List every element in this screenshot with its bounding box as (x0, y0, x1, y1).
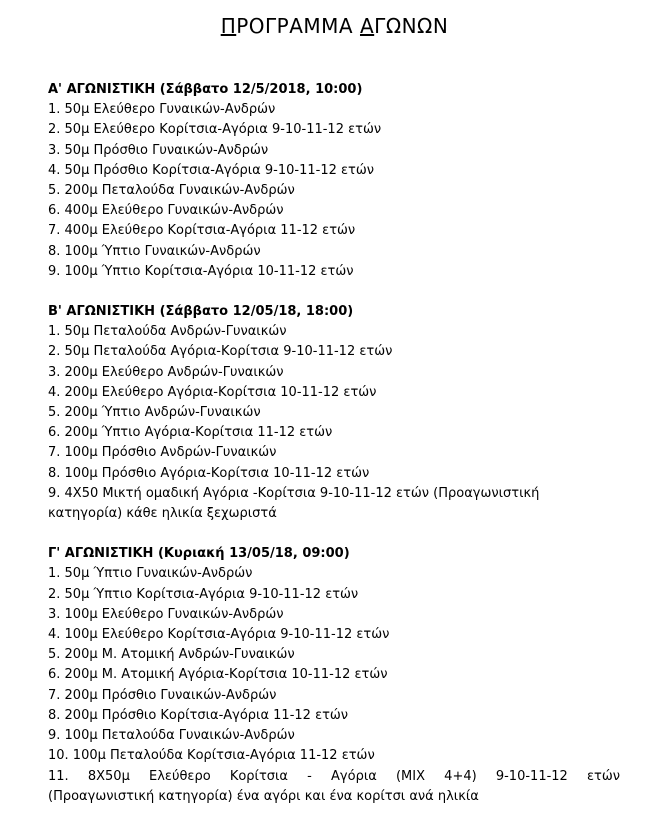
event-item: 8. 200μ Πρόσθιο Κορίτσια-Αγόρια 11-12 ετών (48, 707, 349, 723)
event-item: 4. 200μ Ελεύθερο Αγόρια-Κορίτσια 10-11-12 ετών (48, 384, 377, 400)
event-item: 1. 50μ Ύπτιο Γυναικών-Ανδρών (48, 566, 253, 582)
event-item: 6. 200μ Ύπτιο Αγόρια-Κορίτσια 11-12 ετών (48, 425, 333, 441)
event-item: 5. 200μ Ύπτιο Ανδρών-Γυναικών (48, 405, 261, 421)
event-item: 3. 50μ Πρόσθιο Γυναικών-Ανδρών (48, 142, 269, 158)
session-heading: Γ' ΑΓΩΝΙΣΤΙΚΗ (Κυριακή 13/05/18, 09:00) (48, 546, 350, 562)
event-item: 5. 200μ Πεταλούδα Γυναικών-Ανδρών (48, 183, 295, 199)
event-item: 3. 100μ Ελεύθερο Γυναικών-Ανδρών (48, 606, 284, 622)
event-item (48, 767, 620, 807)
event-item-line: κατηγορία) κάθε ηλικία ξεχωριστά (48, 506, 277, 522)
event-item: 4. 100μ Ελεύθερο Κορίτσια-Αγόρια 9-10-11-12 ετών (48, 627, 390, 643)
event-item: 7. 100μ Πρόσθιο Ανδρών-Γυναικών (48, 445, 277, 461)
event-item: 4. 50μ Πρόσθιο Κορίτσια-Αγόρια 9-10-11-12 ετών (48, 162, 374, 178)
session-heading: Α' ΑΓΩΝΙΣΤΙΚΗ (Σάββατο 12/5/2018, 10:00) (48, 82, 363, 97)
event-list (48, 322, 620, 524)
event-list (48, 564, 620, 806)
event-item: 6. 400μ Ελεύθερο Γυναικών-Ανδρών (48, 203, 284, 219)
event-item: 5. 200μ Μ. Ατομική Ανδρών-Γυναικών (48, 647, 295, 663)
event-item: 2. 50μ Ελεύθερο Κορίτσια-Αγόρια 9-10-11-12 ετών (48, 122, 382, 138)
event-item: 6. 200μ Μ. Ατομική Αγόρια-Κορίτσια 10-11-12 ετών (48, 667, 388, 683)
event-item-line: 9. 4Χ50 Μικτή ομαδική Αγόρια -Κορίτσια 9-10-11-12 ετών (Προαγωνιστική (48, 485, 540, 501)
event-item: 2. 50μ Πεταλούδα Αγόρια-Κορίτσια 9-10-11-12 ετών (48, 344, 393, 360)
session-section (48, 544, 620, 807)
event-item: 2. 50μ Ύπτιο Κορίτσια-Αγόρια 9-10-11-12 ετών (48, 586, 359, 602)
session-section (48, 302, 620, 524)
event-item: 7. 200μ Πρόσθιο Γυναικών-Ανδρών (48, 687, 277, 703)
event-item: 7. 400μ Ελεύθερο Κορίτσια-Αγόρια 11-12 ετών (48, 223, 356, 239)
session-section (48, 80, 620, 282)
event-item: 3. 200μ Ελεύθερο Ανδρών-Γυναικών (48, 364, 284, 380)
page-title (0, 12, 669, 40)
event-item: 10. 100μ Πεταλούδα Κορίτσια-Αγόρια 11-12 ετών (48, 748, 375, 764)
event-item: 1. 50μ Πεταλούδα Ανδρών-Γυναικών (48, 324, 287, 340)
event-item: 1. 50μ Ελεύθερο Γυναικών-Ανδρών (48, 102, 276, 118)
event-item-line: (Προαγωνιστική κατηγορία) ένα αγόρι και ένα κορίτσι ανά ηλικία (48, 788, 479, 804)
competition-schedule (48, 80, 620, 807)
session-heading: Β' ΑΓΩΝΙΣΤΙΚΗ (Σάββατο 12/05/18, 18:00) (48, 304, 354, 320)
title-word: ΠΡΟΓΡΑΜΜΑ (220, 14, 354, 38)
event-item: 8. 100μ Πρόσθιο Αγόρια-Κορίτσια 10-11-12 ετών (48, 465, 370, 481)
event-list (48, 100, 620, 282)
event-item: 9. 100μ Πεταλούδα Γυναικών-Ανδρών (48, 728, 295, 744)
title-word: ΑΓΩΝΩΝ (359, 14, 449, 38)
event-item (48, 484, 620, 524)
event-item: 9. 100μ Ύπτιο Κορίτσια-Αγόρια 10-11-12 ετών (48, 263, 354, 279)
event-item: 8. 100μ Ύπτιο Γυναικών-Ανδρών (48, 243, 261, 259)
event-item-line: 11. 8Χ50μ Ελεύθερο Κορίτσια - Αγόρια (ΜΙΧ 4+4) 9-10-11-12 ετών (48, 768, 620, 784)
